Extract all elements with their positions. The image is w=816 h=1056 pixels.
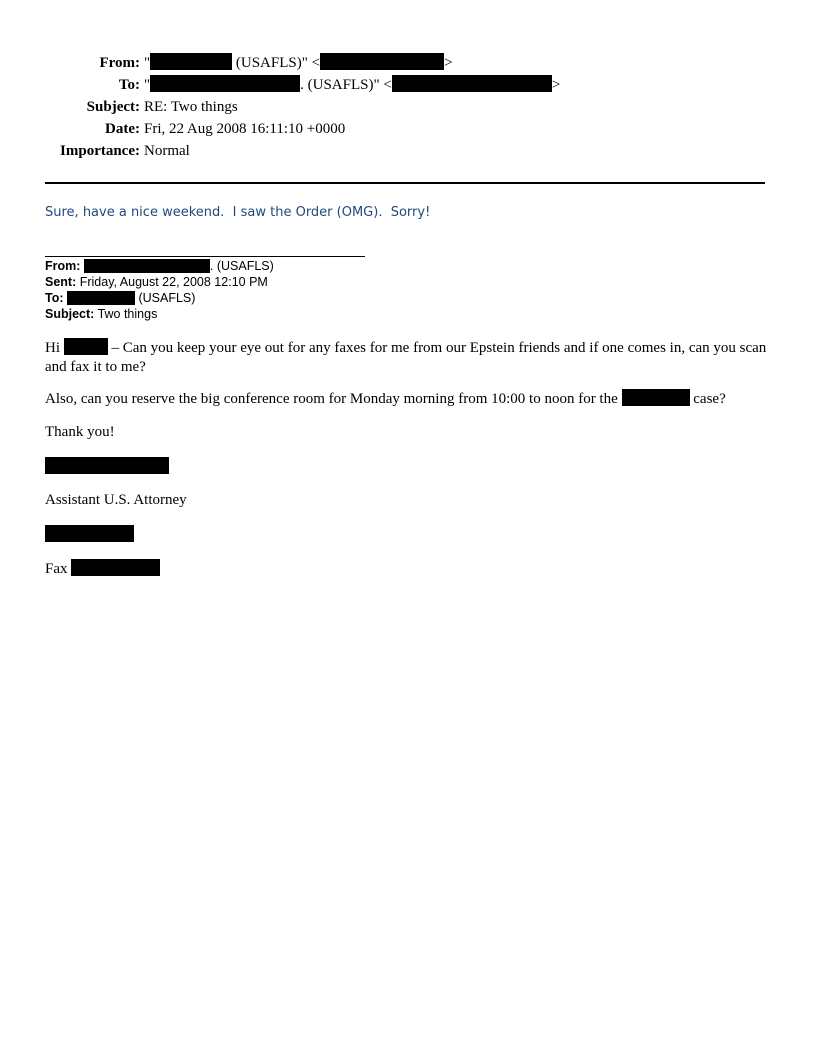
orig-from-label: From:: [45, 259, 81, 273]
orig-sent-label: Sent:: [45, 275, 77, 289]
from-value: [144, 52, 453, 74]
fax-label: Fax: [45, 561, 72, 577]
from-label: From:: [99, 55, 140, 71]
original-message-header: [45, 258, 274, 322]
signature-fax: [45, 559, 773, 579]
from-quote: ": [144, 55, 151, 71]
to-quote: ": [144, 77, 151, 93]
redaction: [67, 291, 135, 305]
orig-from-value: . (USAFLS): [209, 259, 274, 273]
orig-sent-row: [45, 274, 274, 290]
signature-phone: [45, 525, 773, 545]
email-header: [0, 52, 560, 162]
importance-label: Importance:: [60, 143, 140, 159]
body-paragraph-3: Thank you!: [45, 424, 115, 440]
redaction: [392, 75, 552, 92]
from-org: (USAFLS)" <: [232, 55, 321, 71]
header-importance-row: [0, 140, 560, 162]
to-value: [144, 74, 560, 96]
body-paragraph-1: [45, 338, 773, 377]
p2-start: Also, can you reserve the big conference room for Monday morning from 10:00 to noon for the: [45, 391, 622, 407]
header-from-row: [0, 52, 560, 74]
orig-sent-value: Friday, August 22, 2008 12:10 PM: [79, 275, 268, 289]
redaction: [45, 525, 134, 542]
to-close: >: [551, 77, 561, 93]
orig-to-value: (USAFLS): [135, 291, 196, 305]
subject-label: Subject:: [86, 99, 140, 115]
quote-divider: [45, 256, 365, 257]
orig-to-label: To:: [45, 291, 64, 305]
orig-subject-value: Two things: [97, 307, 158, 321]
redaction: [622, 389, 690, 406]
header-to-row: [0, 74, 560, 96]
p1-start: Hi: [45, 340, 64, 356]
header-subject-row: [0, 96, 560, 118]
orig-subject-row: [45, 306, 274, 322]
header-divider: [45, 182, 765, 184]
importance-value: Normal: [144, 143, 190, 159]
from-close: >: [444, 55, 453, 71]
body-paragraph-2: [45, 389, 773, 409]
redaction: [64, 338, 108, 355]
p2-rest: case?: [689, 391, 726, 407]
subject-value: RE: Two things: [144, 99, 238, 115]
orig-from-row: [45, 258, 274, 274]
redaction: [150, 53, 232, 70]
redaction: [84, 259, 210, 273]
orig-subject-label: Subject:: [45, 307, 95, 321]
signature-name: [45, 457, 773, 477]
orig-to-row: [45, 290, 274, 306]
to-org: . (USAFLS)" <: [300, 77, 392, 93]
redaction: [45, 457, 169, 474]
date-label: Date:: [105, 121, 140, 137]
redaction: [320, 53, 444, 70]
date-value: Fri, 22 Aug 2008 16:11:10 +0000: [144, 121, 346, 137]
reply-text: Sure, have a nice weekend. I saw the Order (OMG). Sorry!: [45, 205, 431, 220]
p1-rest: – Can you keep your eye out for any faxes for me from our Epstein friends and if one comes in, can you scan and fax it to me?: [45, 340, 767, 375]
to-label: To:: [118, 77, 140, 93]
redaction: [71, 559, 160, 576]
signature-title: Assistant U.S. Attorney: [45, 492, 187, 508]
header-date-row: [0, 118, 560, 140]
redaction: [150, 75, 300, 92]
